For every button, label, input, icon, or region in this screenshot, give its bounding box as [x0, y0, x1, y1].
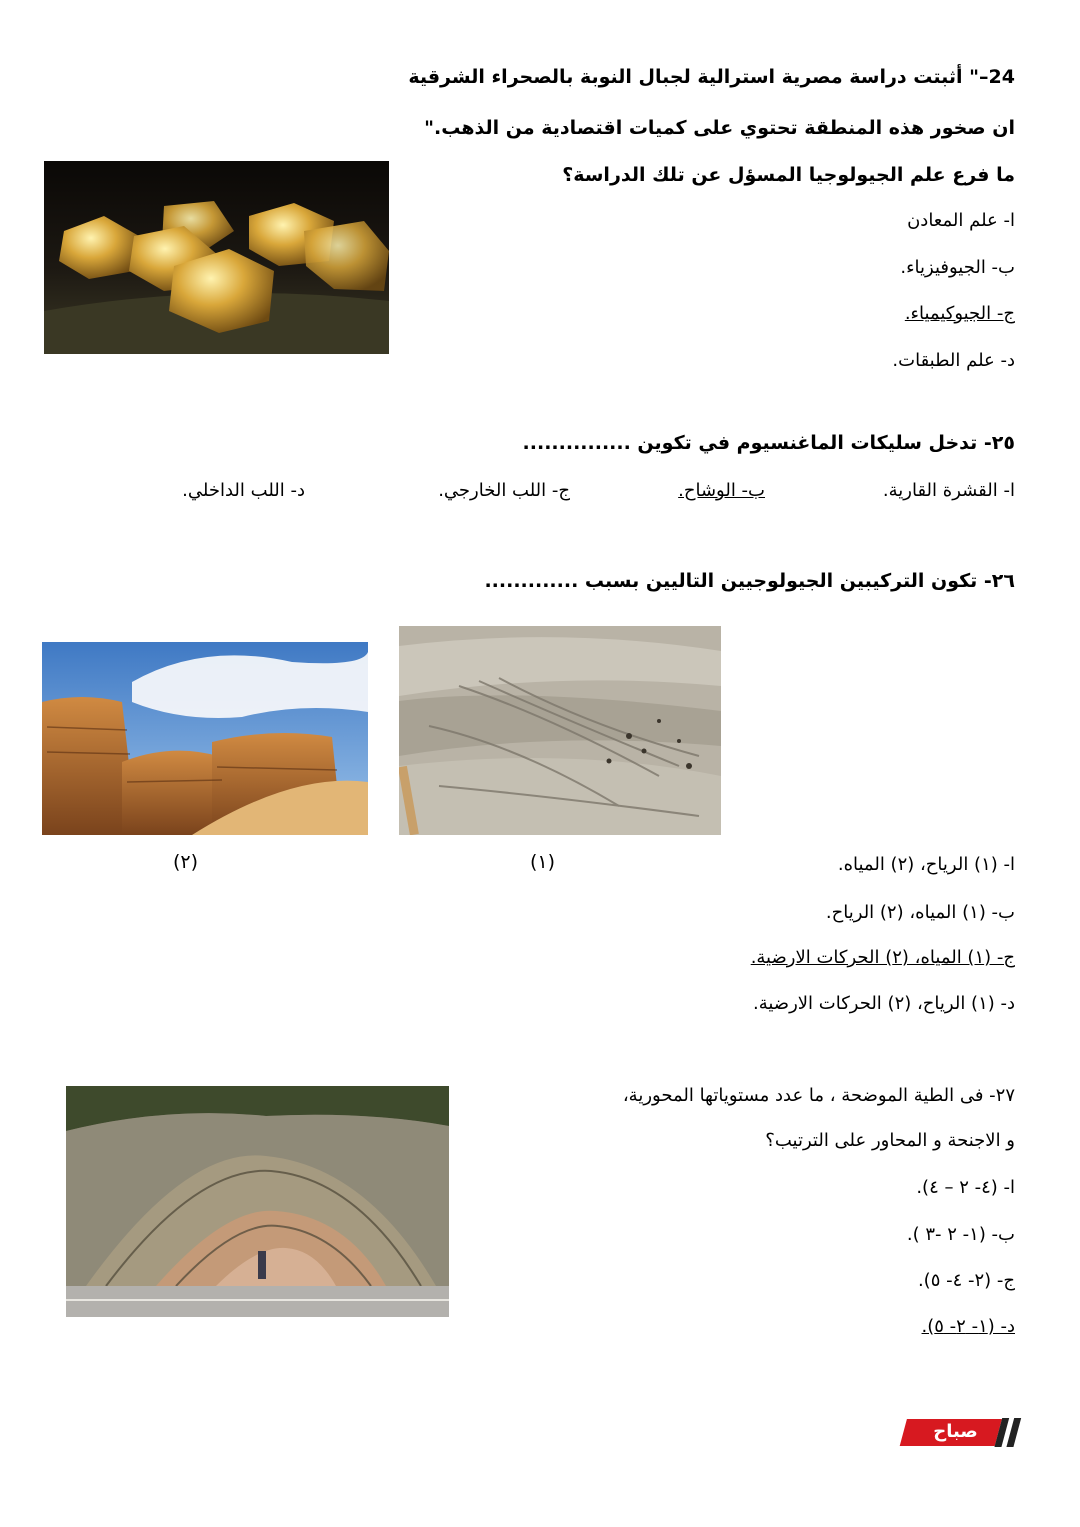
q24-option-b: ب- الجيوفيزياء. [900, 257, 1015, 278]
q24-line2: ان صخور هذه المنطقة تحتوي على كميات اقتصادية من الذهب." [424, 117, 1015, 139]
wind-eroded-rocks-image [42, 642, 368, 835]
q26-option-c-answer: ج- (١) المياه، (٢) الحركات الارضية. [750, 947, 1015, 968]
q27-option-b: ب- (١- ٢ -٣ ). [906, 1224, 1015, 1245]
q24-line1: 24–" أثبتت دراسة مصرية استرالية لجبال النوبة بالصحراء الشرقية [408, 66, 1015, 88]
image-label-1: (١) [530, 851, 556, 873]
q27-option-c: ج- (٢- ٤- ٥). [917, 1270, 1015, 1291]
fold-outcrop-image [66, 1086, 449, 1317]
image-label-2: (٢) [173, 851, 199, 873]
q25-option-c: ج- اللب الخارجي. [438, 480, 570, 501]
q24-option-c-answer: ج- الجيوكيمياء. [904, 303, 1015, 324]
q27-line2: و الاجنحة و المحاور على الترتيب؟ [765, 1130, 1015, 1151]
q27-option-d-answer: د- (١- ٢- ٥). [921, 1316, 1015, 1337]
q25-option-a: ا- القشرة القارية. [882, 480, 1015, 501]
q26-option-a: ا- (١) الرياح، (٢) المياه. [837, 854, 1015, 875]
sabah-masr-logo [855, 1415, 1030, 1463]
gold-nuggets-image [44, 161, 389, 354]
q25-question: ٢٥- تدخل سليكات الماغنسيوم في تكوين ............... [522, 432, 1015, 454]
cross-bedding-rock-image [399, 626, 721, 835]
q24-option-d: د- علم الطبقات. [892, 350, 1015, 371]
q26-question: ٢٦- تكون التركيبين الجيولوجيين التاليين بسبب ............. [484, 570, 1015, 592]
q27-option-a: ا- (٤- ٢ – ٤). [916, 1177, 1015, 1198]
q24-question: ما فرع علم الجيولوجيا المسؤل عن تلك الدراسة؟ [562, 164, 1015, 186]
q25-option-b-answer: ب- الوشاح. [678, 480, 765, 501]
q26-option-d: د- (١) الرياح، (٢) الحركات الارضية. [753, 993, 1015, 1014]
q27-line1: ٢٧- فى الطية الموضحة ، ما عدد مستوياتها المحورية، [622, 1085, 1015, 1106]
logo-brand-text: صباح مصر [933, 1421, 978, 1463]
q24-option-a: ا- علم المعادن [907, 210, 1015, 231]
q25-option-d: د- اللب الداخلي. [182, 480, 305, 501]
q26-option-b: ب- (١) المياه، (٢) الرياح. [825, 902, 1015, 923]
